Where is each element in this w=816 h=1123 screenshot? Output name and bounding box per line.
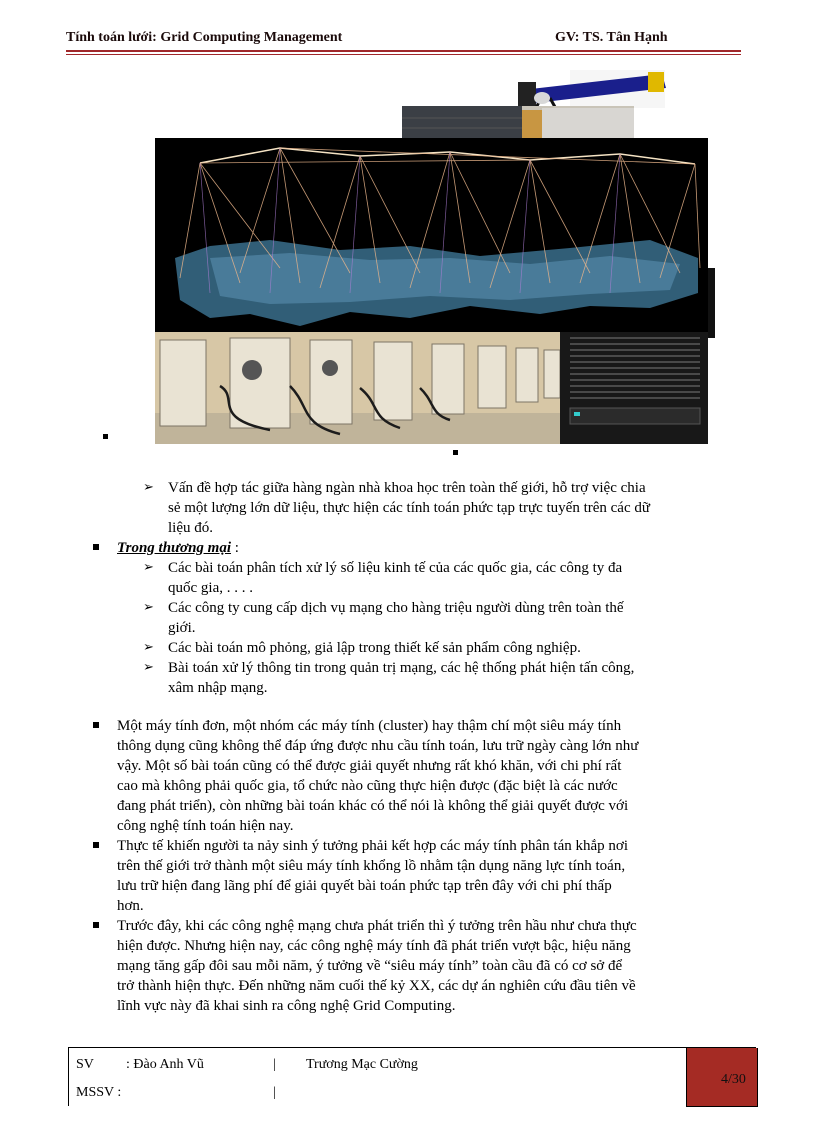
rack-server-image <box>560 332 708 444</box>
page-footer <box>68 1047 756 1106</box>
arrow-bullet-icon: ➢ <box>143 480 154 495</box>
list-bullet-marker <box>453 450 458 455</box>
arrow-bullet-icon: ➢ <box>143 640 154 655</box>
commerce-heading-text: Trong thương mại <box>117 540 232 556</box>
square-bullet-icon <box>93 544 99 550</box>
commerce-item: Các công ty cung cấp dịch vụ mạng cho hàng triệu người dùng trên toàn thế giới. <box>168 600 624 636</box>
commerce-item: Các bài toán mô phỏng, giả lập trong thiết kế sản phẩm công nghiệp. <box>168 640 581 656</box>
footer-second-student: Trương Mạc Cường <box>306 1057 418 1072</box>
square-bullet-icon <box>93 922 99 928</box>
arrow-bullet-icon: ➢ <box>143 660 154 675</box>
footer-sv-name: : Đào Anh Vũ <box>126 1057 204 1072</box>
commerce-item: Bài toán xử lý thông tin trong quản trị mạng, các hệ thống phát hiện tấn công, xâm nhập mạng. <box>168 660 635 696</box>
paragraph-idea: Thực tế khiến người ta nảy sinh ý tưởng phải kết hợp các máy tính phân tán khắp nơi trên thế giới trở thành một siêu máy tính khổng lồ nhằm tận dụng năng lực tính toán, lưu trữ hiện đang lãng phí để giải quyết bài toán phức tạp trên đây với chi phí thấp hơn. <box>117 838 629 914</box>
arrow-bullet-icon: ➢ <box>143 560 154 575</box>
page-header <box>66 30 741 50</box>
footer-left-border <box>68 1048 69 1106</box>
pc-lab-image <box>155 332 560 444</box>
page-number: 4/30 <box>721 1072 746 1087</box>
server-room-image <box>402 106 634 142</box>
footer-separator: | <box>273 1057 276 1072</box>
header-rule-thin <box>66 54 741 55</box>
grid-illustration-collage <box>150 68 715 444</box>
commerce-heading: Trong thương mại : <box>117 540 239 556</box>
paragraph-limitations: Một máy tính đơn, một nhóm các máy tính (cluster) hay thậm chí một siêu máy tính thông dụng cũng không thể đáp ứng được nhu cầu tính toán, lưu trữ ngày càng lớn như vậy. Một số bài toán cũng có thể được giải quyết nhưng rất khó khăn, với chi phí rất cao mà không phải quốc gia, tổ chức nào cũng thực hiện được (đặc biệt là các nước đang phát triển), còn những bài toán khác có thể nói là không thể giải quyết được với công nghệ tính toán hiện nay. <box>117 718 639 834</box>
list-bullet-marker <box>103 434 108 439</box>
footer-mssv-label: MSSV : <box>76 1085 122 1100</box>
arrow-bullet-icon: ➢ <box>143 600 154 615</box>
science-item: Vấn đề hợp tác giữa hàng ngàn nhà khoa học trên toàn thế giới, hỗ trợ việc chia sẻ một lượng lớn dữ liệu, thực hiện các tính toán phức tạp trực tuyến trên các dữ liệu đó. <box>168 480 651 536</box>
header-rule-thick <box>66 50 741 52</box>
commerce-item: Các bài toán phân tích xử lý số liệu kinh tế của các quốc gia, các công ty đa quốc gia, . . . . <box>168 560 623 596</box>
square-bullet-icon <box>93 842 99 848</box>
square-bullet-icon <box>93 722 99 728</box>
header-instructor: GV: TS. Tân Hạnh <box>555 30 668 45</box>
header-title: Tính toán lưới: Grid Computing Management <box>66 30 343 45</box>
footer-sv-label: SV <box>76 1057 94 1072</box>
network-map-image <box>155 138 708 332</box>
paragraph-history: Trước đây, khi các công nghệ mạng chưa phát triển thì ý tưởng trên hầu như chưa thực hiện được. Nhưng hiện nay, các công nghệ máy tính đã phát triển vượt bậc, hiệu năng mạng tăng gấp đôi sau mỗi năm, ý tưởng về “siêu máy tính” toàn cầu đã có cơ sở để trở thành hiện thực. Đến những năm cuối thế kỷ XX, các dự án nghiên cứu đầu tiên về lĩnh vực này đã khai sinh ra công nghệ Grid Computing. <box>117 918 637 1014</box>
footer-separator: | <box>273 1085 276 1100</box>
